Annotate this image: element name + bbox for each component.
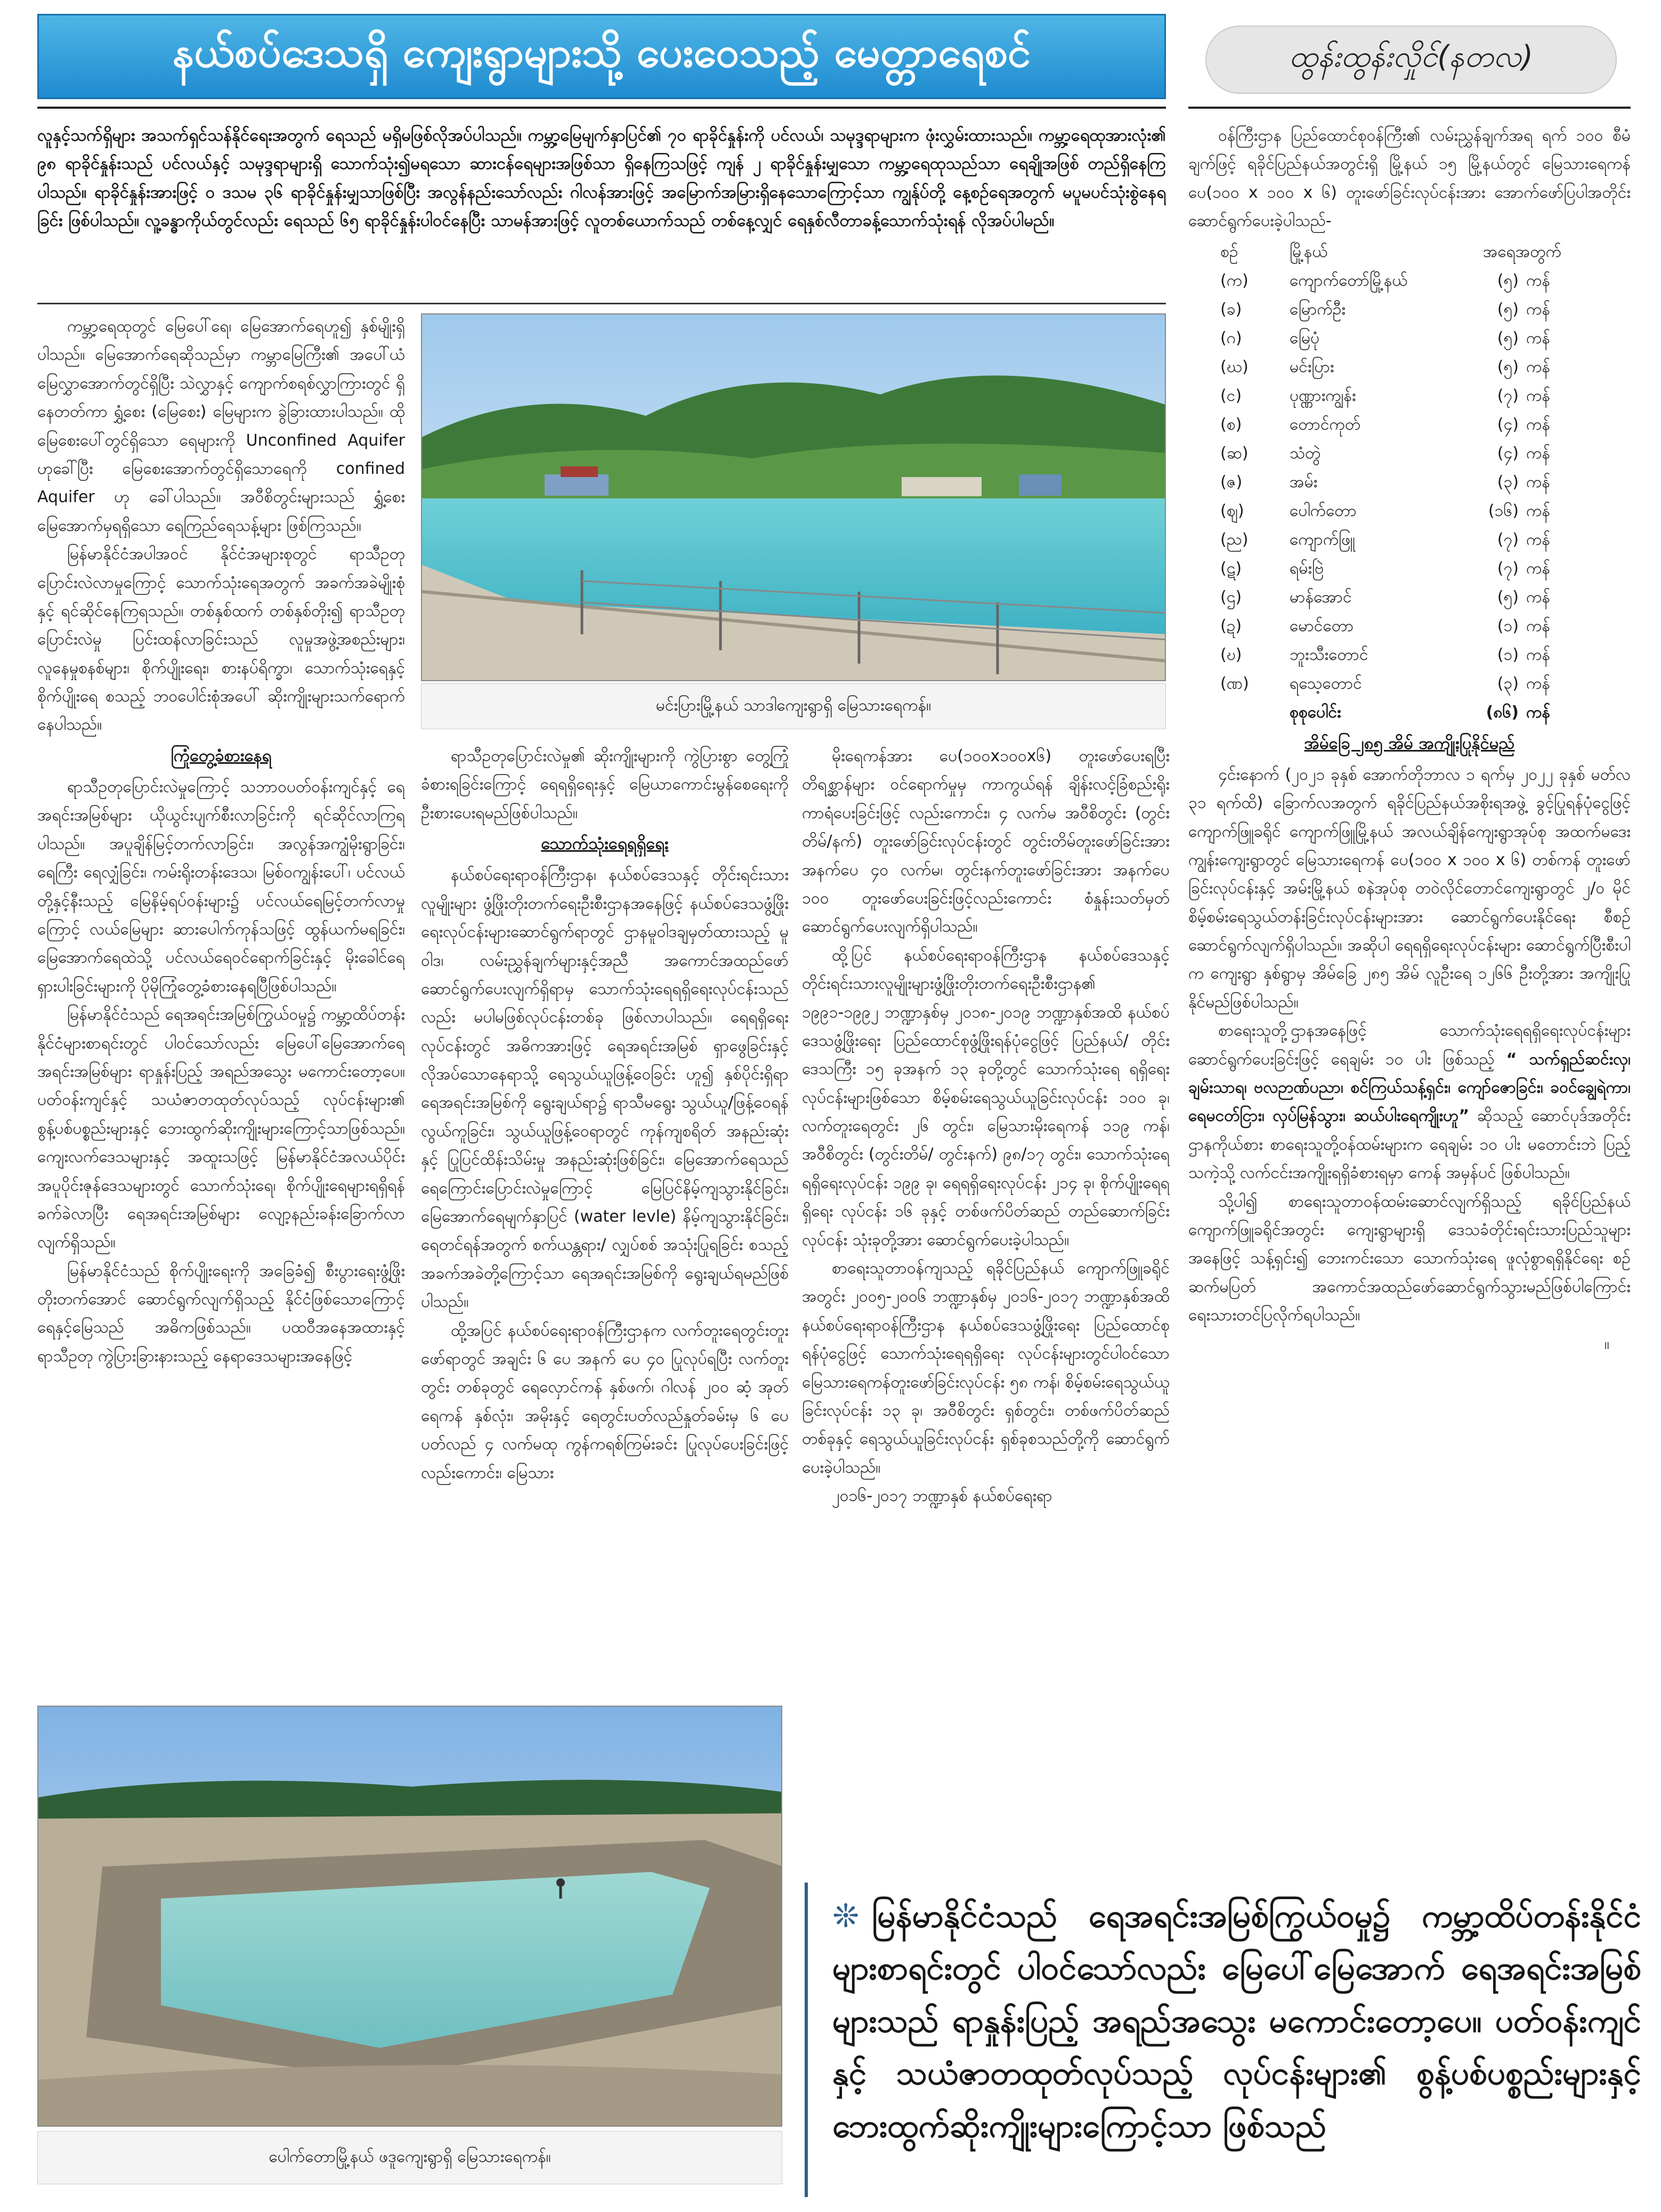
row-township: ရမ်းဗြဲ [1290,559,1324,578]
table-total-row [1220,698,1631,727]
row-num: (ဈ) [1220,501,1244,520]
asterism-icon: ❊ [832,1898,860,1935]
byline-rule [1188,107,1631,109]
row-unit: ကန် [1526,616,1550,635]
col3-paragraph-4: ၂၀၁၆-၂၀၁၇ ဘဏ္ဍာနှစ် နယ်စပ်ရေးရာ [832,1487,1052,1506]
row-unit: ကန် [1526,530,1550,549]
col3-paragraph-3: စာရေးသူတာဝန်ကျသည့် ရခိုင်ပြည်နယ် ကျောက်ဖြူခရိုင်အတွင်း ၂၀၀၅-၂၀၀၆ ဘဏ္ဍာနှစ်မှ ၂၀၁၆-၂၀၁၇ ဘဏ္ဍာနှစ်အထိ နယ်စပ်ရေးရာဝန်ကြီးဌာန နယ်စပ်ဒေသဖွံ့ဖြိုးရေး ပြည်ထောင်စုရန်ပုံငွေဖြင့် သောက်သုံးရေရရှိရေး လုပ်ငန်းများတွင်ပါဝင်သော မြေသားရေကန်တူးဖော်ခြင်းလုပ်ငန်း ၅၈ ကန်၊ စိမ့်စမ်းရေသွယ်ယူခြင်းလုပ်ငန်း ၁၃ ခု၊ အဝီစိတွင်း ရှစ်တွင်း၊ တစ်ဖက်ပိတ်ဆည် တစ်ခုနှင့် ရေသွယ်ယူခြင်းလုပ်ငန်း ရှစ်ခုစသည်တို့ကို ဆောင်ရွက်ပေးခဲ့ပါသည်။ [802,1259,1170,1477]
table-row [1220,612,1631,641]
row-num: (ဂ) [1220,328,1242,348]
row-township: ပုဏ္ဏားကျွန်း [1290,386,1356,405]
row-count: (၁၆) [1488,501,1519,520]
row-count: (၅) [1497,271,1519,290]
row-count: (၅) [1497,300,1519,319]
col4-paragraph-1: ဝန်ကြီးဌာန ပြည်ထောင်စုဝန်ကြီး၏ လမ်းညွှန်ချက်အရ ရက် ၁၀၀ စီမံချက်ဖြင့် ရခိုင်ပြည်နယ်အတွင်းရှိ မြို့နယ် ၁၅ မြို့နယ်တွင် မြေသားရေကန် ပေ(၁၀၀ x ၁၀၀ x ၆) တူးဖော်ခြင်းလုပ်ငန်းအား အောက်ဖော်ပြပါအတိုင်း ဆောင်ရွက်ပေးခဲ့ပါသည်- [1188,126,1631,231]
row-num: (ဎ) [1220,645,1242,664]
table-row [1220,583,1631,612]
table-row [1220,324,1631,353]
table-body [1220,267,1631,698]
row-num: (ဏ) [1220,674,1249,693]
row-township: ကျောက်တော်မြို့နယ် [1290,271,1408,290]
total-count: (၈၆) [1486,703,1519,722]
row-township: တောင်ကုတ် [1290,415,1361,434]
row-unit: ကန် [1526,443,1550,463]
row-township: ပေါက်တော [1290,501,1357,520]
row-unit: ကန် [1526,501,1550,520]
row-unit: ကန် [1526,559,1550,578]
photo-reservoir-minbya [421,313,1166,681]
row-unit: ကန် [1526,386,1550,405]
col3-paragraph-2: ထို့ပြင် နယ်စပ်ရေးရာဝန်ကြီးဌာန နယ်စပ်ဒေသနှင့်တိုင်းရင်းသားလူမျိုးများဖွံ့ဖြိုးတိုးတက်ရေးဦးစီးဌာန၏ ၁၉၉၁-၁၉၉၂ ဘဏ္ဍာနှစ်မှ ၂၀၁၈-၂၀၁၉ ဘဏ္ဍာနှစ်အထိ နယ်စပ်ဒေသဖွံ့ဖြိုးရေး ပြည်ထောင်စုဖွံ့ဖြိုးရန်ပုံငွေဖြင့် ပြည်နယ်/ တိုင်းဒေသကြီး ၁၅ ခုအနက် ၁၃ ခုတို့တွင် သောက်သုံးရေ ရရှိရေးလုပ်ငန်းများဖြစ်သော စိမ့်စမ်းရေသွယ်ယူခြင်းလုပ်ငန်း ၁၀၀ ခု၊ လက်တူးရေတွင်း ၂၆ တွင်း၊ မြေသားမိုးရေကန် ၁၁၉ ကန်၊ အဝီစိတွင်း (တွင်းတိမ်/ တွင်းနက်) ၉၈/၁၇ တွင်း၊ သောက်သုံးရေရရှိရေးလုပ်ငန်း ၁၉၉ ခု၊ ရေရရှိရေးလုပ်ငန်း ၂၁၄ ခု၊ စိုက်ပျိုးရေရရှိရေး လုပ်ငန်း ၁၆ ခုနှင့် တစ်ဖက်ပိတ်ဆည် တည်ဆောက်ခြင်းလုပ်ငန်း သုံးခုတို့အား ဆောင်ရွက်ပေးခဲ့ပါသည်။ [802,946,1170,1249]
row-count: (၅) [1497,587,1519,607]
row-township: မြေပုံ [1290,328,1320,348]
row-township: သံတွဲ [1290,443,1321,463]
photo2-caption: ပေါက်တောမြို့နယ် ဖဒူကျေးရွာရှိ မြေသားရေကန်။ [37,2131,782,2184]
row-unit: ကန် [1526,415,1550,434]
row-num: (ဍ) [1220,616,1242,635]
col4-paragraph-3b: ဆိုသည့် ဆောင်ပုဒ်အတိုင်း ဌာနကိုယ်စား စာရေးသူတို့ဝန်ထမ်းများက ရေချမ်း ၁၀ ပါး မတောင်းဘဲ ပြည့်သကဲ့သို့ လက်ငင်းအကျိုးရရှိခံစားရမှာ ကေန် အမှန်ပင် ဖြစ်ပါသည်။ [1188,1107,1631,1183]
row-count: (၄) [1497,443,1519,463]
total-label: စုစုပေါင်း [1290,703,1341,722]
column-1 [37,312,405,1698]
col4-subheading: အိမ်ခြေ ၂၈၅ အိမ် အကျိုးပြုနိုင်မည် [1304,733,1515,753]
col1-paragraph-4: မြန်မာနိုင်ငံသည် ရေအရင်းအမြစ်ကြွယ်ဝမှု၌ ကမ္ဘာ့ထိပ်တန်းနိုင်ငံများစာရင်းတွင် ပါဝင်သော်လည်း မြေပေါ်မြေအောက်ရေအရင်းအမြစ်များ ရာနှုန်းပြည့် အရည်အသွေး မကောင်းတော့ပေ။ ပတ်ဝန်းကျင်နှင့် သယံဇာတထုတ်လုပ်သည့် လုပ်ငန်းများ၏ စွန့်ပစ်ပစ္စည်းများနှင့် ဘေးထွက်ဆိုးကျိုးများကြောင့်သာဖြစ်သည်။ ကျေးလက်ဒေသများနှင့် အထူးသဖြင့် မြန်မာနိုင်ငံအလယ်ပိုင်း အပူပိုင်းဇုန်ဒေသများတွင် သောက်သုံးရေ၊ စိုက်ပျိုးရေများရရှိရန် ခက်ခဲလာပြီး ရေအရင်းအမြစ်များ လျော့နည်းခန်းခြောက်လာလျက်ရှိသည်။ [37,1005,405,1252]
row-num: (ဇ) [1220,472,1243,491]
row-unit: ကန် [1526,645,1550,664]
row-unit: ကန် [1526,300,1550,319]
total-unit: ကန် [1526,703,1550,722]
ten-benefits-quote: “ သက်ရှည်ဆင်းလှ၊ ချမ်းသာရ၊ ဗလဉာဏ်ပညာ၊ စင်ကြယ်သန့်ရှင်း၊ ကျော်ဇောခြင်း၊ ခဝင်ချွေရဲကာ၊ ရေမငတ်ငြား၊ လှပ်မြန်သွား၊ ဆယ်ပါးရေကျိုးဟူ” [1188,1050,1631,1126]
table-row [1220,554,1631,583]
row-count: (၃) [1497,674,1519,693]
col1-paragraph-2: မြန်မာနိုင်ငံအပါအဝင် နိုင်ငံအများစုတွင် ရာသီဥတု ပြောင်းလဲလာမှုကြောင့် သောက်သုံးရေအတွက် အခက်အခဲမျိုးစုံနှင့် ရင်ဆိုင်နေကြရသည်။ တစ်နှစ်ထက် တစ်နှစ်တိုး၍ ရာသီဥတုပြောင်းလဲမှု ပြင်းထန်လာခြင်းသည် လူမှုအဖွဲ့အစည်းများ၊ လူနေမှုစနစ်များ၊ စိုက်ပျိုးရေး၊ စားနပ်ရိက္ခာ၊ သောက်သုံးရေနှင့် စိုက်ပျိုးရေ စသည့် ဘဝပေါင်းစုံအပေါ် ဆိုးကျိုးများသက်ရောက်နေပါသည်။ [37,545,405,734]
col1-paragraph-3: ရာသီဥတုပြောင်းလဲမှုကြောင့် သဘာဝပတ်ဝန်းကျင်နှင့် ရေအရင်းအမြစ်များ ယိုယွင်းပျက်စီးလာခြင်းကို ရင်ဆိုင်လာကြရပါသည်။ အပူချိန်မြင့်တက်လာခြင်း၊ အလွန်အကျွံမိုးရွာခြင်း၊ ရေကြီး ရေလျှံခြင်း၊ ကမ်းရိုးတန်းဒေသ၊ မြစ်ဝကျွန်းပေါ်၊ ပင်လယ်တို့နှင့်နီးသည့် မြေနိမ့်ရပ်ဝန်းများ၌ ပင်လယ်ရေမြင့်တက်လာမှုကြောင့် လယ်မြေများ ဆားပေါက်ကုန်သဖြင့် ထွန်ယက်မရခြင်း၊ မြေအောက်ရေထဲသို့ ပင်လယ်ရေဝင်ရောက်ခြင်းနှင့် မိုးခေါင်ရေရှားပါးခြင်းများကို ပိုမိုကြုံတွေ့ခံစားနေရပြီဖြစ်ပါသည်။ [37,778,405,996]
header-township: မြို့နယ် [1290,242,1328,261]
row-count: (၇) [1497,386,1519,405]
row-township: မင်းပြား [1290,357,1334,376]
row-count: (၇) [1497,559,1519,578]
row-township: အမ်း [1290,472,1318,491]
row-township: ဘူးသီးတောင် [1290,645,1368,664]
intro-divider [37,303,1166,304]
col1-paragraph-1: ကမ္ဘာ့ရေထုတွင် မြေပေါ်ရေ၊ မြေအောက်ရေဟူ၍ နှစ်မျိုးရှိပါသည်။ မြေအောက်ရေဆိုသည်မှာ ကမ္ဘာမြေကြီး၏ အပေါ်ယံမြေလွှာအောက်တွင်ရှိပြီး သဲလွှာနှင့် ကျောက်စရစ်လွှာကြားတွင် ရှိနေတတ်ကာ ရွှံ့စေး (မြေစေး) မြေများက ခွဲခြားထားပါသည်။ ထိုမြေစေးပေါ်တွင်ရှိသော ရေများကို Unconfined Aquifer ဟုခေါ်ပြီး မြေစေးအောက်တွင်ရှိသောရေကို confined Aquifer ဟု ခေါ်ပါသည်။ အဝီစိတွင်းများသည် ရွှံ့စေးမြေအောက်မှရရှိသော ရေကြည်ရေသန့်များ ဖြစ်ကြသည်။ [37,317,405,535]
row-township: မာန်အောင် [1290,587,1352,607]
title-rule [37,107,1166,109]
table-row [1220,382,1631,410]
row-unit: ကန် [1526,328,1550,348]
row-count: (၁) [1497,645,1519,664]
col2-paragraph-2: နယ်စပ်ရေးရာဝန်ကြီးဌာန၊ နယ်စပ်ဒေသနှင့် တိုင်းရင်းသားလူမျိုးများ ဖွံ့ဖြိုးတိုးတက်ရေးဦးစီးဌာနအနေဖြင့် နယ်စပ်ဒေသဖွံ့ဖြိုးရေးလုပ်ငန်းများဆောင်ရွက်ရာတွင် ဌာနမူဝါဒချမှတ်ထားသည့် မူဝါဒ၊ လမ်းညွှန်ချက်များနှင့်အညီ အကောင်အထည်ဖော်ဆောင်ရွက်ပေးလျက်ရှိရာမှ သောက်သုံးရေရရှိရေးလုပ်ငန်းသည်လည်း မပါမဖြစ်လုပ်ငန်းတစ်ခု ဖြစ်လာပါသည်။ ရေရရှိရေးလုပ်ငန်းတွင် အဓိကအားဖြင့် ရေအရင်းအမြစ် ရှာဖွေခြင်းနှင့် လိုအပ်သောနေရာသို့ ရေသွယ်ယူဖြန့်ဝေခြင်း ဟူ၍ နှစ်ပိုင်းရှိရာ ရေအရင်းအမြစ်ကို ရွေးချယ်ရာ၌ ရာသီမရွေး သွယ်ယူ/ဖြန့်ဝေရန် လွယ်ကူခြင်း၊ သွယ်ယူဖြန့်ဝေရာတွင် ကုန်ကျစရိတ် အနည်းဆုံးနှင့် ပြုပြင်ထိန်းသိမ်းမှု အနည်းဆုံးဖြစ်ခြင်း၊ မြေအောက်ရေသည် ရေကြောင်းပြောင်းလဲမှုကြောင့် မြေပြင်နိမ့်ကျသွားနိုင်ခြင်း၊ မြေအောက်ရေမျက်နှာပြင် (water levle) နိမ့်ကျသွားနိုင်ခြင်း၊ ရေတင်ရန်အတွက် စက်ယန္တရား/ လျှပ်စစ် အသုံးပြုရခြင်း စသည့် အခက်အခဲတို့ကြောင့်သာ ရေအရင်းအမြစ်ကို ရွေးချယ်ရမည်ဖြစ်ပါသည်။ [421,866,789,1312]
table-row [1220,295,1631,324]
row-unit: ကန် [1526,271,1550,290]
township-ponds-table [1220,238,1631,727]
row-unit: ကန် [1526,472,1550,491]
reservoir-photo-illustration [422,314,1166,681]
column-3 [802,742,1170,1872]
row-unit: ကန် [1526,357,1550,376]
row-num: (ည) [1220,530,1249,549]
col4-paragraph-4: သို့ပါ၍ စာရေးသူတာဝန်ထမ်းဆောင်လျက်ရှိသည့် ရခိုင်ပြည်နယ် ကျောက်ဖြူခရိုင်အတွင်း ကျေးရွာများရှိ ဒေသခံတိုင်းရင်းသားပြည်သူများ အနေဖြင့် သန့်ရှင်း၍ ဘေးကင်းသော သောက်သုံးရေ ဖူလုံစွာရရှိနိုင်ရေး စဉ်ဆက်မပြတ် အကောင်အထည်ဖော်ဆောင်ရွက်သွားမည်ဖြစ်ပါကြောင်း ရေးသားတင်ပြလိုက်ရပါသည်။ [1188,1192,1631,1325]
pull-quote [805,1883,1641,2197]
intro-paragraph: လူနှင့်သက်ရှိများ အသက်ရှင်သန်နိုင်ရေးအတွက် ရေသည် မရှိမဖြစ်လိုအပ်ပါသည်။ ကမ္ဘာ့မြေမျက်နှာပြင်၏ ၇၀ ရာခိုင်နှုန်းကို ပင်လယ်၊ သမုဒ္ဒရာများက ဖုံးလွှမ်းထားသည်။ ကမ္ဘာ့ရေထုအားလုံး၏ ၉၈ ရာခိုင်နှုန်းသည် ပင်လယ်နှင့် သမုဒ္ဒရာများရှိ သောက်သုံး၍မရသော ဆားငန်ရေများအဖြစ်သာ ရှိနေကြသဖြင့် ကျန် ၂ ရာခိုင်နှုန်းမျှသော ကမ္ဘာ့ရေထုသည်သာ ရေချိုအဖြစ် တည်ရှိနေကြပါသည်။ ရာခိုင်နှုန်းအားဖြင့် ၀ ဒသမ ၃၆ ရာခိုင်နှုန်းမျှသာဖြစ်ပြီး အလွန်နည်းသော်လည်း ဂါလန်အားဖြင့် အမြောက်အမြားရှိနေသောကြောင့်သာ ကျွန်ုပ်တို့ နေ့စဉ်ရေအတွက် မပူမပင်သုံးစွဲနေရခြင်း ဖြစ်ပါသည်။ လူ့ခန္ဓာကိုယ်တွင်လည်း ရေသည် ၆၅ ရာခိုင်နှုန်းပါဝင်နေပြီး သာမန်အားဖြင့် လူတစ်ယောက်သည် တစ်နေ့လျှင် ရေနှစ်လီတာခန့်သောက်သုံးရန် လိုအပ်ပါမည်။ [37,126,1166,230]
row-count: (၅) [1497,357,1519,376]
table-row [1220,353,1631,382]
pull-quote-body: မြန်မာနိုင်ငံသည် ရေအရင်းအမြစ်ကြွယ်ဝမှု၌ ကမ္ဘာ့ထိပ်တန်းနိုင်ငံများစာရင်းတွင် ပါဝင်သော်လည်း မြေပေါ်မြေအောက် ရေအရင်းအမြစ်များသည် ရာနှုန်းပြည့် အရည်အသွေး မကောင်းတော့ပေ။ ပတ်ဝန်းကျင်နှင့် သယံဇာတထုတ်လုပ်သည့် လုပ်ငန်းများ၏ စွန့်ပစ်ပစ္စည်းများနှင့် ဘေးထွက်ဆိုးကျိုးများကြောင့်သာ ဖြစ်သည် [832,1898,1641,2145]
table-row [1220,641,1631,669]
photo1-caption: မင်းပြားမြို့နယ် သာဒါကျေးရွာရှိ မြေသားရေကန်။ [421,683,1166,729]
col4-paragraph-3a: စာရေးသူတို့ဌာနအနေဖြင့် သောက်သုံးရေရရှိရေးလုပ်ငန်းများ ဆောင်ရွက်ပေးခြင်းဖြင့် ရေချမ်း ၁၀ ပါး ဖြစ်သည့် [1188,1021,1631,1069]
col3-paragraph-1: မိုးရေကန်အား ပေ(၁၀၀x၁၀၀x၆) တူးဖော်ပေးရပြီး တိရစ္ဆာန်များ ဝင်ရောက်မှုမှ ကာကွယ်ရန် ချိန်းလင့်ခြံစည်းရိုး ကာရံပေးခြင်းဖြင့် လည်းကောင်း၊ ၄ လက်မ အဝီစိတွင်း (တွင်းတိမ်/နက်) တူးဖော်ခြင်းလုပ်ငန်းတွင် တွင်းတိမ်တူးဖော်ခြင်းအား အနက်ပေ ၄၀ လက်မ၊ တွင်းနက်တူးဖော်ခြင်းအား အနက်ပေ ၁၀၀ တူးဖော်ပေးခြင်းဖြင့်လည်းကောင်း စံနှုန်းသတ်မှတ်ဆောင်ရွက်ပေးလျက်ရှိပါသည်။ [802,747,1170,937]
table-row [1220,526,1631,554]
col1-paragraph-5: မြန်မာနိုင်ငံသည် စိုက်ပျိုးရေးကို အခြေခံ၍ စီးပွားရေးဖွံ့ဖြိုးတိုးတက်အောင် ဆောင်ရွက်လျက်ရှိသည့် နိုင်ငံဖြစ်သောကြောင့် ရေနှင့်မြေသည် အဓိကဖြစ်သည်။ ပထဝီအနေအထားနှင့် ရာသီဥတု ကွဲပြားခြားနားသည့် နေရာဒေသများအနေဖြင့် [37,1261,405,1366]
col2-paragraph-1: ရာသီဥတုပြောင်းလဲမှု၏ ဆိုးကျိုးများကို ကွဲပြားစွာ တွေ့ကြုံခံစားရခြင်းကြောင့် ရေရရှိရေးနှင့် မြေယာကောင်းမွန်စေရေးကို ဦးစားပေးရမည်ဖြစ်ပါသည်။ [421,747,789,822]
col4-paragraph-2: ၄င်းနောက် (၂၀၂၁ ခုနှစ် အောက်တိုဘာလ ၁ ရက်မှ ၂၀၂၂ ခုနှစ် မတ်လ ၃၁ ရက်ထိ) ခြောက်လအတွက် ရခိုင်ပြည်နယ်အစိုးရအဖွဲ့ ခွင့်ပြုရန်ပုံငွေဖြင့် ကျောက်ဖြူခရိုင် ကျောက်ဖြူမြို့နယ် အလယ်ချိန်ကျေးရွာအုပ်စု အထက်မဒေးကျွန်းကျေးရွာတွင် မြေသားရေကန် ပေ(၁၀၀ x ၁၀၀ x ၆) တစ်ကန် တူးဖော်ခြင်းလုပ်ငန်းနှင့် အမ်းမြို့နယ် စနဲအုပ်စု တဝဲလိုင်တောင်ကျေးရွာတွင် ၂/၀ မိုင် စိမ့်စမ်းရေသွယ်တန်းခြင်းလုပ်ငန်းများအား ဆောင်ရွက်ပေးနိုင်ရေး စီစဉ်ဆောင်ရွက်လျက်ရှိပါသည်။ အဆိုပါ ရေရရှိရေးလုပ်ငန်းများ ဆောင်ရွက်ပြီးစီးပါက ကျေးရွာ နှစ်ရွာမှ အိမ်ခြေ ၂၈၅ အိမ် လူဦးရေ ၁၂၆၆ ဦးတို့အား အကျိုးပြုနိုင်မည်ဖြစ်ပါသည်။ [1188,765,1631,1012]
header-count: အရေအတွက် [1482,242,1561,261]
row-unit: ကန် [1526,674,1550,693]
row-count: (၁) [1497,616,1519,635]
row-township: မောင်တော [1290,616,1354,635]
row-township: မြောက်ဦး [1290,300,1346,319]
pull-quote-text [832,1890,1641,2152]
col1-subheading: ကြုံတွေ့ခံစားနေရ [171,746,272,765]
reservoir-photo-illustration-2 [38,1707,782,2127]
row-count: (၄) [1497,415,1519,434]
column-4 [1188,122,1631,1875]
article-title: နယ်စပ်ဒေသရှိ ကျေးရွာများသို့ ပေးဝေသည့် မေတ္တာရေစင် [37,14,1166,99]
table-row [1220,468,1631,497]
row-count: (၃) [1497,472,1519,491]
row-num: (စ) [1220,415,1242,434]
table-row [1220,267,1631,295]
photo-reservoir-pauktaw [37,1706,782,2127]
col2-subheading: သောက်သုံးရေရရှိရေး [541,834,669,854]
table-row [1220,439,1631,468]
col2-paragraph-3: ထို့အပြင် နယ်စပ်ရေးရာဝန်ကြီးဌာနက လက်တူးရေတွင်းတူးဖော်ရာတွင် အချင်း ၆ ပေ အနက် ပေ ၄၀ ပြုလုပ်ရပြီး လက်တူးတွင်း တစ်ခုတွင် ရေလှောင်ကန် နှစ်ဖက်၊ ဂါလန် ၂၀၀ ဆံ့ အုတ်ရေကန် နှစ်လုံး၊ အမိုးနှင့် ရေတွင်းပတ်လည်နှုတ်ခမ်းမှ ၆ ပေပတ်လည် ၄ လက်မထု ကွန်ကရစ်ကြမ်းခင်း ပြုလုပ်ပေးခြင်းဖြင့်လည်းကောင်း၊ မြေသား [421,1321,789,1482]
author-byline: ထွန်းထွန်းလှိုင်(နတလ) [1205,26,1617,94]
row-num: (ဋ) [1220,559,1242,578]
table-header-row [1220,238,1631,267]
row-num: (ဃ) [1220,357,1249,376]
row-num: (င) [1220,386,1242,405]
table-row [1220,497,1631,526]
row-count: (၅) [1497,328,1519,348]
article-end-mark: ။ [1604,1334,1609,1353]
row-unit: ကန် [1526,587,1550,607]
table-row [1220,669,1631,698]
row-num: (ဆ) [1220,443,1249,463]
row-township: ကျောက်ဖြူ [1290,530,1355,549]
row-count: (၇) [1497,530,1519,549]
row-township: ရသေ့တောင် [1290,674,1362,693]
row-num: (ခ) [1220,300,1242,319]
header-num: စဉ် [1220,242,1238,261]
column-2 [421,742,789,1840]
col4-paragraph-3 [1188,1016,1631,1187]
row-num: (ဌ) [1220,587,1242,607]
row-num: (က) [1220,271,1249,290]
table-row [1220,410,1631,439]
